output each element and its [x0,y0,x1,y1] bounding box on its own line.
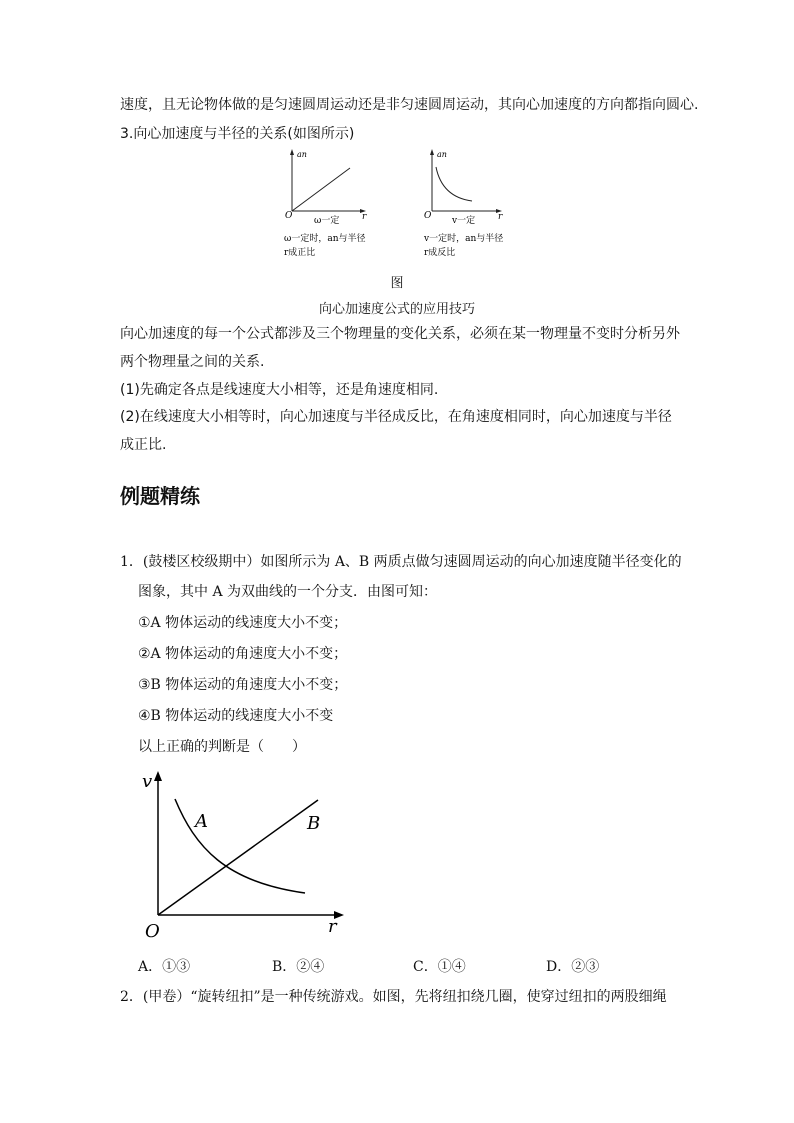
small-figures [270,145,540,265]
figure-label: 图 [390,276,404,291]
section-heading: 例题精练 [120,484,200,508]
q1-x-label: r [328,916,337,937]
q1-stem-line-1: 1．(鼓楼区校级期中）如图所示为 A、B 两质点做匀速圆周运动的向心加速度随半径变化的 [120,554,682,570]
q1-option-a[interactable]: A．①③ [138,959,191,975]
q1-statement-1: ①A 物体运动的线速度大小不变； [138,615,348,631]
q1-line-b [158,800,321,915]
q1-y-label: v [142,771,153,792]
tips-paragraph-1b: 两个物理量之间的关系. [120,354,265,370]
q1-prompt: 以上正确的判断是（ ） [138,739,306,755]
right-caption-2: r成反比 [424,248,456,258]
intro-line-2: 3.向心加速度与半径的关系(如图所示) [120,126,355,142]
right-origin: O [424,211,432,221]
right-hyperbola [436,167,472,201]
q1-option-c[interactable]: C．①④ [413,959,466,975]
left-proportional-line [292,168,350,211]
q1-line-b-label: B [307,813,321,834]
left-condition: ω一定 [314,216,340,226]
q1-stem-line-2: 图象，其中 A 为双曲线的一个分支．由图可知： [138,584,438,600]
q1-statement-3: ③B 物体运动的角速度大小不变； [138,677,348,693]
left-caption-2: r成正比 [284,248,316,258]
q1-option-d[interactable]: D．②③ [546,959,600,975]
tips-title: 向心加速度公式的应用技巧 [318,302,475,317]
tips-paragraph-3b: 成正比. [120,437,167,453]
tips-paragraph-2: (1)先确定各点是线速度大小相等，还是角速度相同. [120,382,439,398]
figure-linear [284,149,367,258]
figure-inverse [423,149,503,258]
q1-option-b[interactable]: B．②④ [272,959,325,975]
tips-paragraph-3a: (2)在线速度大小相等时，向心加速度与半径成反比，在角速度相同时，向心加速度与半径 [120,409,672,425]
q1-graph [135,765,365,945]
q1-statement-2: ②A 物体运动的角速度大小不变； [138,646,348,662]
tips-paragraph-1a: 向心加速度的每一个公式都涉及三个物理量的变化关系，必须在某一物理量不变时分析另外 [120,326,680,342]
right-caption-1: v一定时，an与半径 [424,234,504,244]
right-y-arrow [430,149,434,155]
q1-origin: O [145,921,160,942]
left-origin: O [285,211,293,221]
left-x-label: r [362,212,367,222]
right-x-label: r [498,212,503,222]
q2-stem-line-1: 2．(甲卷）“旋转纽扣”是一种传统游戏。如图，先将纽扣绕几圈，使穿过纽扣的两股细绳 [120,989,667,1005]
q1-statement-4: ④B 物体运动的线速度大小不变 [138,708,334,724]
right-condition: v一定 [452,216,476,226]
left-y-label: an [297,150,307,159]
q1-curve-a-label: A [195,811,208,832]
q1-y-arrow [154,771,162,781]
right-y-label: an [437,150,447,159]
left-y-arrow [290,149,294,155]
left-caption-1: ω一定时，an与半径 [284,234,366,244]
intro-line-1: 速度，且无论物体做的是匀速圆周运动还是非匀速圆周运动，其向心加速度的方向都指向圆心. [120,97,699,113]
